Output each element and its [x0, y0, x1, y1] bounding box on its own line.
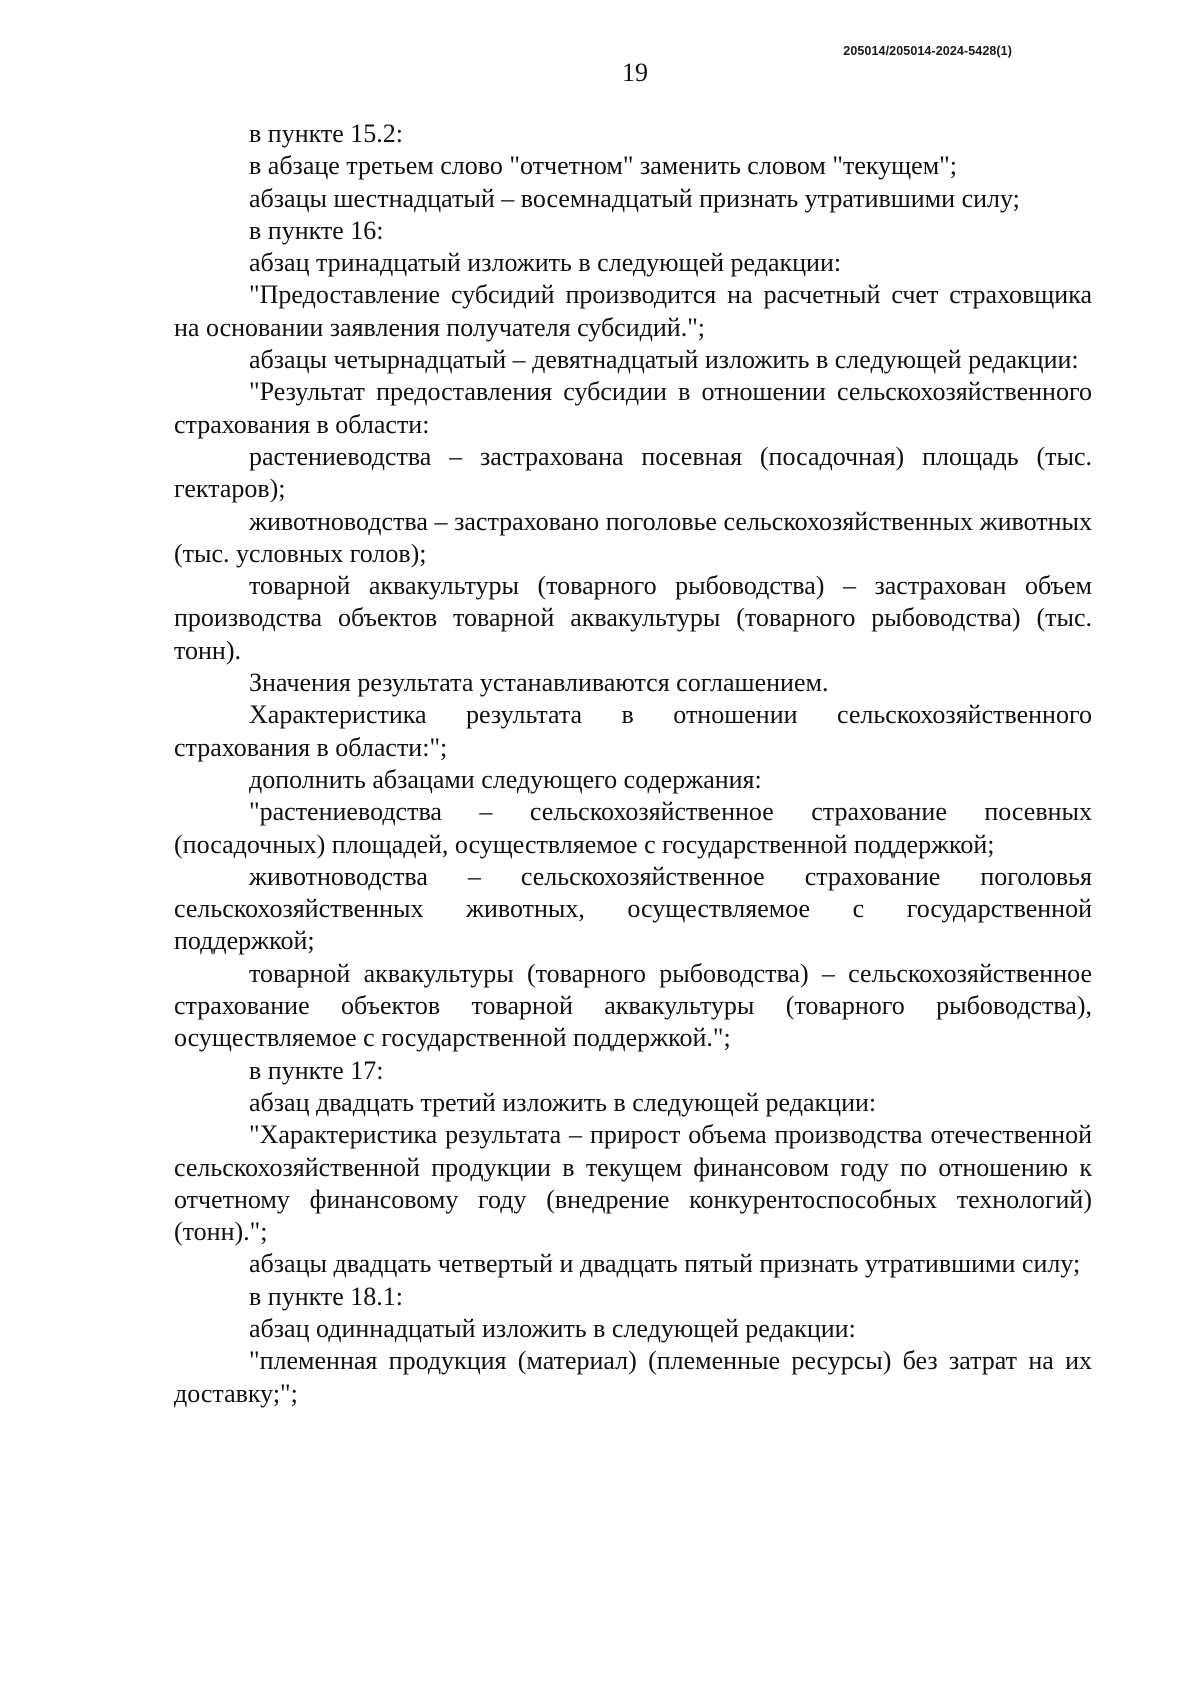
paragraph: "племенная продукция (материал) (племенные ресурсы) без затрат на их доставку;";	[174, 1346, 1092, 1408]
document-code: 205014/205014-2024-5428(1)	[843, 44, 1012, 58]
paragraph: товарной аквакультуры (товарного рыбоводства) – сельскохозяйственное страхование объектов товарной аквакультуры (товарного рыбоводства), осуществляемое с государственной поддержкой.";	[174, 958, 1092, 1053]
page-number: 19	[622, 58, 648, 87]
paragraph: растениеводства – застрахована посевная (посадочная) площадь (тыс. гектаров);	[174, 441, 1092, 504]
paragraph: абзацы двадцать четвертый и двадцать пятый признать утратившими силу;	[249, 1249, 1081, 1279]
paragraph: "растениеводства – сельскохозяйственное страхование посевных (посадочных) площадей, осуществляемое с государственной поддержкой;	[174, 797, 1092, 859]
paragraph: "Результат предоставления субсидии в отношении сельскохозяйственного страхования в области:	[174, 377, 1092, 439]
paragraph: товарной аквакультуры (товарного рыбоводства) – застрахован объем производства объектов товарной аквакультуры (товарного рыбоводства) (тыс. тонн).	[174, 571, 1092, 665]
paragraph: "Предоставление субсидий производится на расчетный счет страховщика на основании заявления получателя субсидий.";	[174, 280, 1092, 342]
paragraph: абзац одиннадцатый изложить в следующей редакции:	[249, 1313, 856, 1343]
paragraph: в пункте 17:	[249, 1055, 384, 1085]
body-text	[174, 118, 1092, 1410]
paragraph: дополнить абзацами следующего содержания:	[249, 764, 762, 794]
paragraph: Характеристика результата в отношении сельскохозяйственного страхования в области:";	[174, 700, 1092, 762]
paragraph: абзацы шестнадцатый – восемнадцатый признать утратившими силу;	[249, 183, 1020, 213]
paragraph: животноводства – застраховано поголовье сельскохозяйственных животных (тыс. условных голов);	[174, 506, 1092, 568]
paragraph: абзац тринадцатый изложить в следующей редакции:	[249, 248, 842, 278]
paragraph: "Характеристика результата – прирост объема производства отечественной сельскохозяйственной продукции в текущем финансовом году по отношению к отчетному финансовому году (внедрение конкурентоспособных технологий) (тонн).";	[174, 1120, 1092, 1247]
paragraph: животноводства – сельскохозяйственное страхование поголовья сельскохозяйственных животных, осуществляемое с государственной поддержкой;	[174, 861, 1092, 956]
paragraph: Значения результата устанавливаются соглашением.	[249, 668, 829, 698]
paragraph: абзацы четырнадцатый – девятнадцатый изложить в следующей редакции:	[249, 345, 1079, 375]
paragraph: в пункте 15.2:	[249, 119, 404, 148]
paragraph: в пункте 18.1:	[249, 1281, 404, 1311]
paragraph: абзац двадцать третий изложить в следующей редакции:	[249, 1087, 877, 1117]
paragraph: в абзаце третьем слово "отчетном" заменить словом "текущем";	[249, 151, 958, 181]
paragraph: в пункте 16:	[249, 215, 384, 245]
